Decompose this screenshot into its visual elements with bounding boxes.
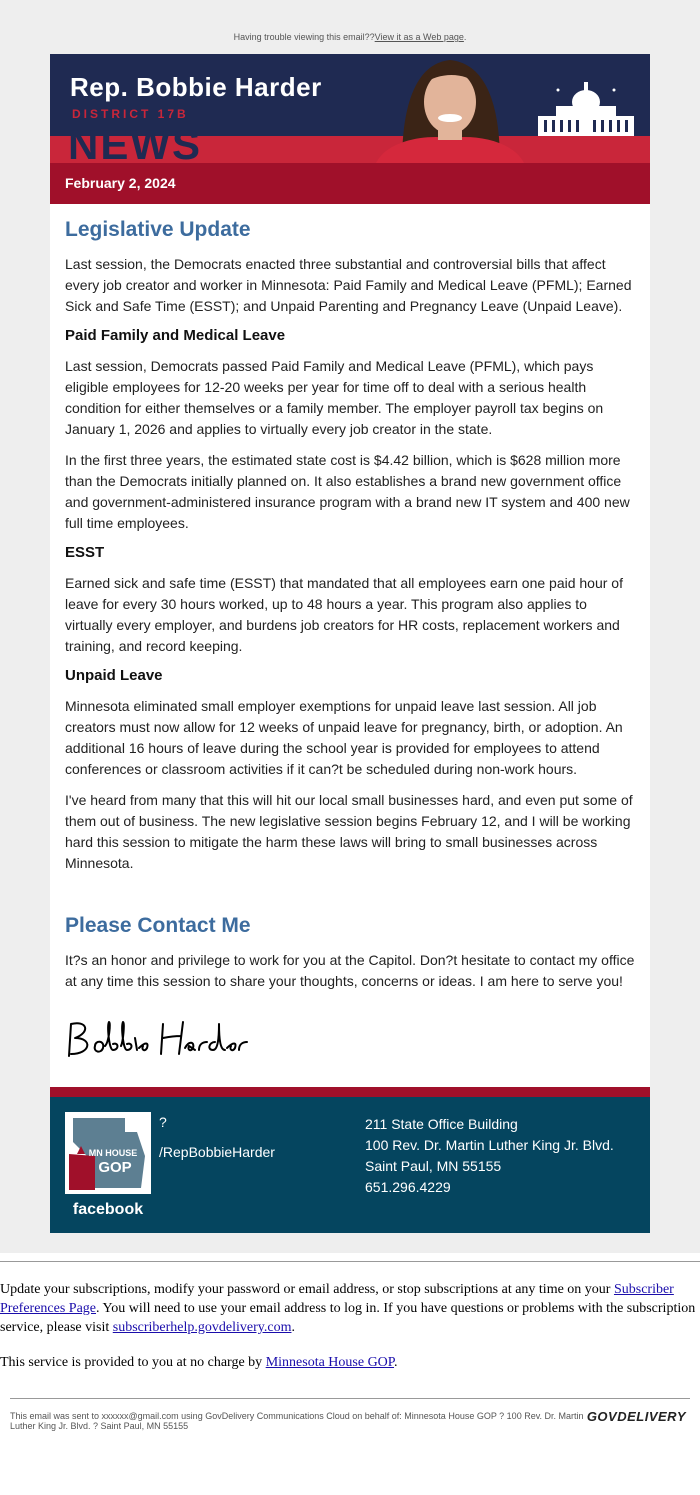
phone-number: 651.296.4229 (365, 1179, 451, 1195)
newsletter-container (50, 54, 650, 1233)
subscriber-preferences-link[interactable]: Subscriber Preferences Page (0, 1282, 674, 1316)
trouble-viewing-line: Having trouble viewing this email??View it as a Web page. (233, 32, 467, 42)
unpaid-paragraph-2: I've heard from many that this will hit our local small businesses hard, and even put some of them out of business. The new legislative session begins February 12, and I will be working hard this session to mitigate the harm these laws will bring to small businesses across Minnesota. (65, 792, 633, 871)
legislative-update-heading: Legislative Update (65, 218, 251, 241)
header-banner (50, 54, 650, 163)
govdelivery-logo[interactable]: GOVDELIVERY (586, 1409, 686, 1424)
facebook-wordmark: facebook (72, 1201, 144, 1218)
subscription-info (0, 1261, 700, 1372)
view-web-page-link[interactable]: View it as a Web page (374, 32, 464, 42)
service-paragraph: This service is provided to you at no charge by Minnesota House GOP. (0, 1355, 398, 1370)
legal-footer (10, 1398, 690, 1458)
logo-text-line2: GOP (98, 1159, 132, 1176)
intro-paragraph: Last session, the Democrats enacted three substantial and controversial bills that affect every job creator and worker in Minnesota: Paid Family and Medical Leave (PFML); Earned Sick and Safe Time (ESST); and Unpaid Parenting and Pregnancy Leave (Unpaid Leave). (65, 256, 632, 314)
pfml-paragraph-2: In the first three years, the estimated state cost is $4.42 billion, which is $628 million more than the Democrats initially planned on. It also establishes a brand new government office and government-administered insurance program with a brand new IT system and 400 new full time employees. (65, 452, 630, 531)
news-label: NEWS (68, 121, 202, 163)
unpaid-paragraph-1: Minnesota eliminated small employer exemptions for unpaid leave last session. All job creators must now allow for 12 weeks of unpaid leave for pregnancy, birth, or adoption. An additional 16 hours of leave during the school year is provided for employees to attend conferences or classroom activities if it can?t be scheduled during non-work hours. (65, 698, 623, 777)
capitol-icon (538, 80, 634, 136)
facebook-logo[interactable] (65, 1112, 151, 1220)
address-line: Saint Paul, MN 55155 (365, 1158, 502, 1174)
date-bar: February 2, 2024 (50, 163, 650, 204)
unpaid-leave-heading: Unpaid Leave (65, 667, 163, 684)
office-address (365, 1114, 614, 1198)
portrait-image (372, 54, 528, 163)
logo-text-line1: MN HOUSE (88, 1148, 138, 1158)
pfml-heading: Paid Family and Medical Leave (65, 327, 286, 344)
pfml-paragraph-1: Last session, Democrats passed Paid Family and Medical Leave (PFML), which pays eligible employees for 12-20 weeks per year for time off to deal with a serious health condition for either themselves or a family member. The employer payroll tax begins on January 1, 2026 and applies to virtually every job creator in the state. (65, 358, 604, 437)
contact-footer (50, 1087, 650, 1233)
trouble-text: Having trouble viewing this email?? (233, 32, 375, 42)
contact-paragraph: It?s an honor and privilege to work for you at the Capitol. Don?t hesitate to contact my office at any time this session to share your thoughts, concerns or ideas. I am here to serve you! (65, 952, 635, 989)
representative-name: Rep. Bobbie Harder (70, 72, 322, 102)
minnesota-house-gop-link[interactable]: Minnesota House GOP (265, 1355, 395, 1370)
social-icon-placeholder: ? (159, 1114, 167, 1130)
address-line: 211 State Office Building (365, 1116, 518, 1132)
legal-text: This email was sent to xxxxxx@gmail.com using GovDelivery Communications Cloud on behalf of: Minnesota House GOP ? 100 Rev. Dr. Martin Luther King Jr. Blvd. ? Saint Paul, MN 55155 (10, 1411, 584, 1431)
contact-heading: Please Contact Me (65, 914, 251, 937)
subscription-paragraph: Update your subscriptions, modify your password or email address, or stop subscriptions at any time on your Subscriber Preferences Page. You will need to use your email address to log in. If you have questions or problems with the subscription service, please visit subscriberhelp.govdelivery.com. (0, 1282, 696, 1335)
district-label: DISTRICT 17B (72, 107, 189, 121)
esst-heading: ESST (65, 544, 105, 561)
esst-paragraph: Earned sick and safe time (ESST) that mandated that all employees earn one paid hour of leave for every 30 hours worked, up to 48 hours a year. This program also applies to virtually every employer, and burdens job creators for HR costs, replacement workers and training, and record keeping. (65, 575, 623, 654)
subscriber-help-link[interactable]: subscriberhelp.govdelivery.com (112, 1320, 292, 1335)
facebook-handle-link[interactable]: /RepBobbieHarder (159, 1144, 275, 1160)
signature-image (65, 1012, 255, 1062)
address-line: 100 Rev. Dr. Martin Luther King Jr. Blvd. (365, 1137, 614, 1153)
article-content (50, 204, 650, 1087)
